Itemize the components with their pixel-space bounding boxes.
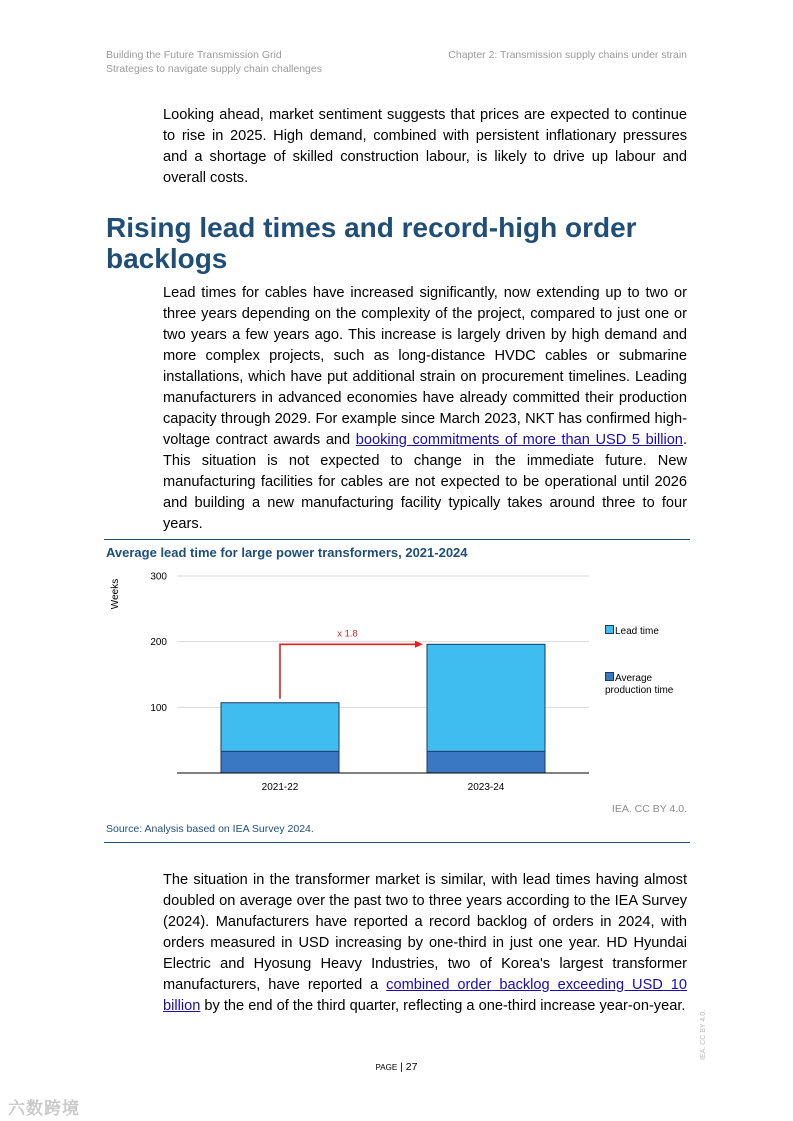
para3-text-start: The situation in the transformer market is similar, with lead times having almost doubled on average over the past two to three years according to the IEA Survey (2024). Manufacturers have reported a record backlog of orders in 2024, with orders measured in USD increasing by one-third in just one year. HD Hyundai Electric and Hyosung Heavy Industries, two of Korea's largest transformer manufacturers, have reported a <box>163 872 687 993</box>
chart-x-labels <box>262 782 505 793</box>
para2-text-start: Lead times for cables have increased significantly, now extending up to two or three years depending on the complexity of the project, compared to just one or two years a few years ago. This increase is largely driven by high demand and more complex projects, such as long-distance HVDC cables or submarine installations, which have put additional strain on procurement timelines. Leading manufacturers in advanced economies have already committed their production capacity through 2029. For example since March 2023, NKT has confirmed high-voltage contract awards and <box>163 285 687 448</box>
page-label: PAGE <box>375 1063 398 1072</box>
section-heading: Rising lead times and record-high order backlogs <box>106 212 637 274</box>
running-header-chapter: Chapter 2: Transmission supply chains under strain <box>448 49 687 61</box>
x-tick-label-2021-22: 2021-22 <box>261 782 299 793</box>
legend-swatch-lead-time <box>605 625 614 634</box>
figure-top-rule <box>104 539 690 540</box>
chart-y-ticks <box>150 572 167 714</box>
paragraph-cable-lead-times <box>163 283 687 535</box>
figure-bottom-rule <box>104 842 690 843</box>
legend-swatch-production-time <box>605 672 614 681</box>
report-subtitle: Strategies to navigate supply chain challenges <box>106 63 322 75</box>
para3-text-end: by the end of the third quarter, reflecting a one-third increase year-on-year. <box>200 998 686 1014</box>
figure-source: Source: Analysis based on IEA Survey 2024. <box>106 823 314 835</box>
watermark: 六数跨境 <box>8 1099 80 1118</box>
paragraph-price-outlook: Looking ahead, market sentiment suggests that prices are expected to continue to rise in 2025. High demand, combined with persistent inflationary pressures and a shortage of skilled construction labour, is likely to drive up labour and overall costs. <box>163 107 687 186</box>
order-backlog-link[interactable]: combined order backlog exceeding USD 10 billion <box>163 977 688 1014</box>
running-header-left <box>106 48 322 76</box>
y-tick-label-300: 300 <box>150 571 167 583</box>
bar-production-time-2023-24 <box>427 751 545 773</box>
chart-title: Average lead time for large power transformers, 2021-2024 <box>106 545 468 560</box>
bar-production-time-2021-22 <box>221 751 339 773</box>
legend-lead-time <box>605 625 659 638</box>
lead-time-chart <box>104 565 604 800</box>
page-separator: | <box>400 1061 403 1073</box>
chart-bars <box>221 644 545 773</box>
x-tick-label-2023-24: 2023-24 <box>467 782 505 793</box>
growth-arrow <box>280 644 415 698</box>
report-title: Building the Future Transmission Grid <box>106 49 282 61</box>
para2-text-end: . This situation is not expected to change in the immediate future. New manufacturing facilities for cables are not expected to be operational until 2026 and building a new manufacturing facility typically takes around three to four years. <box>163 432 687 532</box>
legend-average-production-time <box>605 672 690 697</box>
y-axis-label: Weeks <box>110 578 121 610</box>
figure-credit: IEA. CC BY 4.0. <box>611 803 687 815</box>
nkt-booking-link[interactable]: booking commitments of more than USD 5 billion <box>355 432 683 448</box>
side-license-note: IEA. CC BY 4.0. <box>700 1009 707 1060</box>
legend-label-production-time: Average production time <box>605 673 674 696</box>
paragraph-transformer-market <box>163 870 687 1017</box>
page-number-value: 27 <box>405 1061 418 1073</box>
y-tick-label-100: 100 <box>150 702 167 714</box>
page-number <box>0 1061 793 1073</box>
y-tick-label-200: 200 <box>150 637 167 649</box>
growth-annotation: x 1.8 <box>337 628 358 640</box>
legend-label-lead-time: Lead time <box>615 626 659 637</box>
